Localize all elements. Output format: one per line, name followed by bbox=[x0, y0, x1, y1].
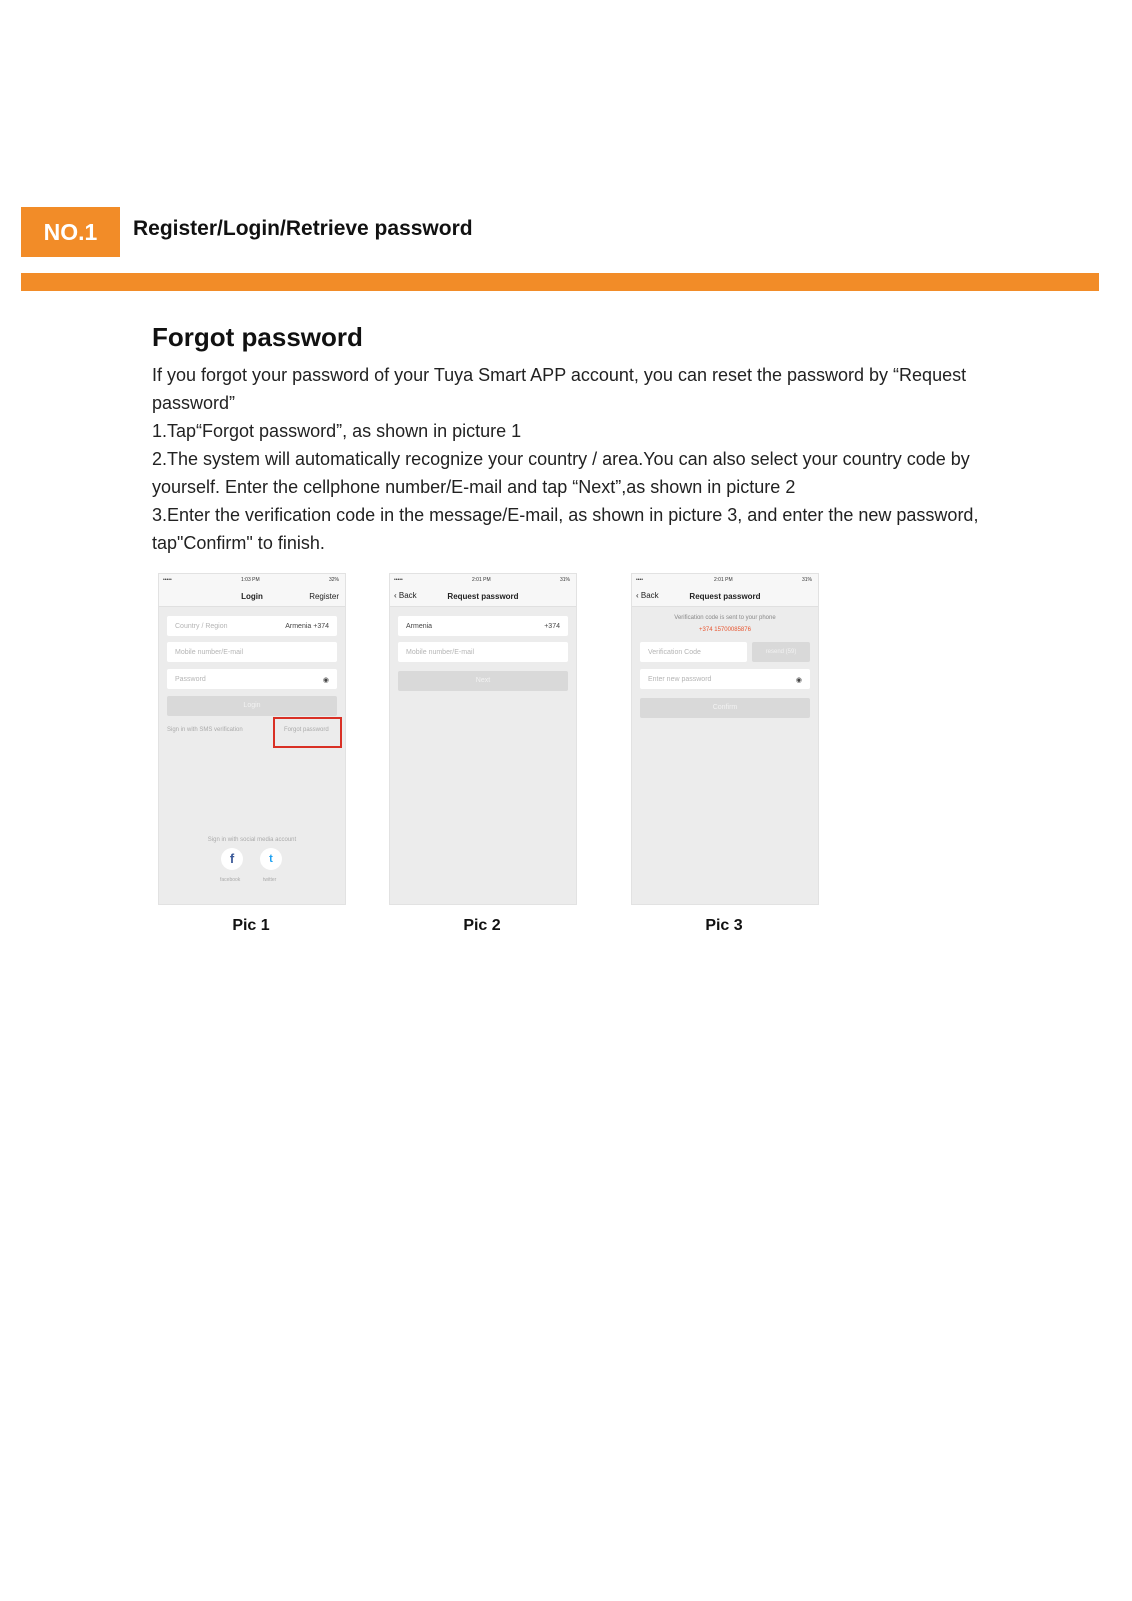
back-button[interactable]: ‹ Back bbox=[636, 591, 659, 600]
screenshot-login bbox=[158, 573, 346, 905]
sms-login-link[interactable]: Sign in with SMS verification bbox=[167, 727, 243, 733]
signal-icon: ••••• bbox=[163, 577, 172, 583]
confirm-button[interactable]: Confirm bbox=[640, 698, 810, 718]
divider-bar bbox=[21, 273, 1099, 291]
battery-icon: 31% bbox=[559, 577, 570, 583]
nav-bar bbox=[159, 586, 345, 607]
signal-icon: •••• bbox=[636, 577, 644, 583]
resend-button[interactable]: resend (59) bbox=[752, 642, 810, 662]
nav-bar bbox=[390, 586, 576, 607]
mobile-placeholder: Mobile number/E-mail bbox=[406, 649, 475, 656]
next-button[interactable]: Next bbox=[398, 671, 568, 691]
country-value: Armenia bbox=[406, 623, 433, 630]
section-content bbox=[152, 322, 1032, 557]
code-sent-text: Verification code is sent to your phone bbox=[674, 615, 776, 621]
eye-icon[interactable]: ◉ bbox=[795, 677, 802, 684]
section-title: Register/Login/Retrieve password bbox=[133, 217, 473, 240]
verification-code-field[interactable] bbox=[640, 642, 747, 662]
password-field[interactable] bbox=[167, 669, 337, 689]
status-bar bbox=[632, 574, 818, 586]
country-value: Armenia +374 bbox=[285, 623, 329, 630]
battery-icon: 31% bbox=[801, 577, 812, 583]
nav-title: Request password bbox=[447, 592, 519, 601]
nav-bar bbox=[632, 586, 818, 607]
section-number-badge: NO.1 bbox=[21, 207, 120, 257]
twitter-icon[interactable]: t bbox=[260, 848, 282, 870]
new-password-placeholder: Enter new password bbox=[648, 676, 712, 683]
status-time: 1:03 PM bbox=[241, 577, 260, 583]
country-label: Country / Region bbox=[175, 623, 228, 630]
phone-number: +374 15700085876 bbox=[699, 627, 751, 633]
new-password-field[interactable] bbox=[640, 669, 810, 689]
register-link[interactable]: Register bbox=[309, 592, 339, 601]
highlight-box bbox=[273, 717, 342, 748]
facebook-label: facebook bbox=[220, 877, 241, 883]
screenshot-verification bbox=[631, 573, 819, 905]
back-label: Back bbox=[640, 591, 659, 600]
mobile-field[interactable] bbox=[398, 642, 568, 662]
twitter-label: twitter bbox=[263, 877, 277, 883]
back-button[interactable]: ‹ Back bbox=[394, 591, 417, 600]
step-3: 3.Enter the verification code in the message/E-mail, as shown in picture 3, and enter the new password, tap"Confirm" to finish. bbox=[152, 505, 979, 553]
screenshot-request-password bbox=[389, 573, 577, 905]
mobile-placeholder: Mobile number/E-mail bbox=[175, 649, 244, 656]
section-heading: Forgot password bbox=[152, 322, 363, 352]
nav-title: Login bbox=[241, 592, 263, 601]
nav-title: Request password bbox=[689, 592, 761, 601]
mobile-field[interactable] bbox=[167, 642, 337, 662]
social-label: Sign in with social media account bbox=[207, 837, 297, 843]
caption-pic1: Pic 1 bbox=[232, 917, 270, 934]
country-code: +374 bbox=[544, 623, 560, 630]
caption-pic2: Pic 2 bbox=[463, 917, 501, 934]
caption-pic3: Pic 3 bbox=[705, 917, 743, 934]
login-button[interactable]: Login bbox=[167, 696, 337, 716]
step-2: 2.The system will automatically recognize your country / area.You can also select your country code by yourself. Enter the cellphone number/E-mail and tap “Next”,as shown in picture 2 bbox=[152, 449, 970, 497]
code-placeholder: Verification Code bbox=[648, 649, 701, 656]
signal-icon: ••••• bbox=[394, 577, 403, 583]
step-1: 1.Tap“Forgot password”, as shown in picture 1 bbox=[152, 421, 522, 441]
country-field[interactable] bbox=[167, 616, 337, 636]
country-field[interactable] bbox=[398, 616, 568, 636]
status-time: 2:01 PM bbox=[472, 577, 491, 583]
status-time: 2:01 PM bbox=[714, 577, 733, 583]
back-label: Back bbox=[398, 591, 417, 600]
status-bar bbox=[159, 574, 345, 586]
battery-icon: 32% bbox=[328, 577, 339, 583]
intro-paragraph: If you forgot your password of your Tuya Smart APP account, you can reset the password by “Request password” bbox=[152, 365, 967, 413]
eye-icon[interactable]: ◉ bbox=[322, 677, 329, 684]
forgot-password-link[interactable]: Forgot password bbox=[284, 727, 329, 733]
status-bar bbox=[390, 574, 576, 586]
facebook-icon[interactable]: f bbox=[221, 848, 243, 870]
password-placeholder: Password bbox=[175, 676, 206, 683]
